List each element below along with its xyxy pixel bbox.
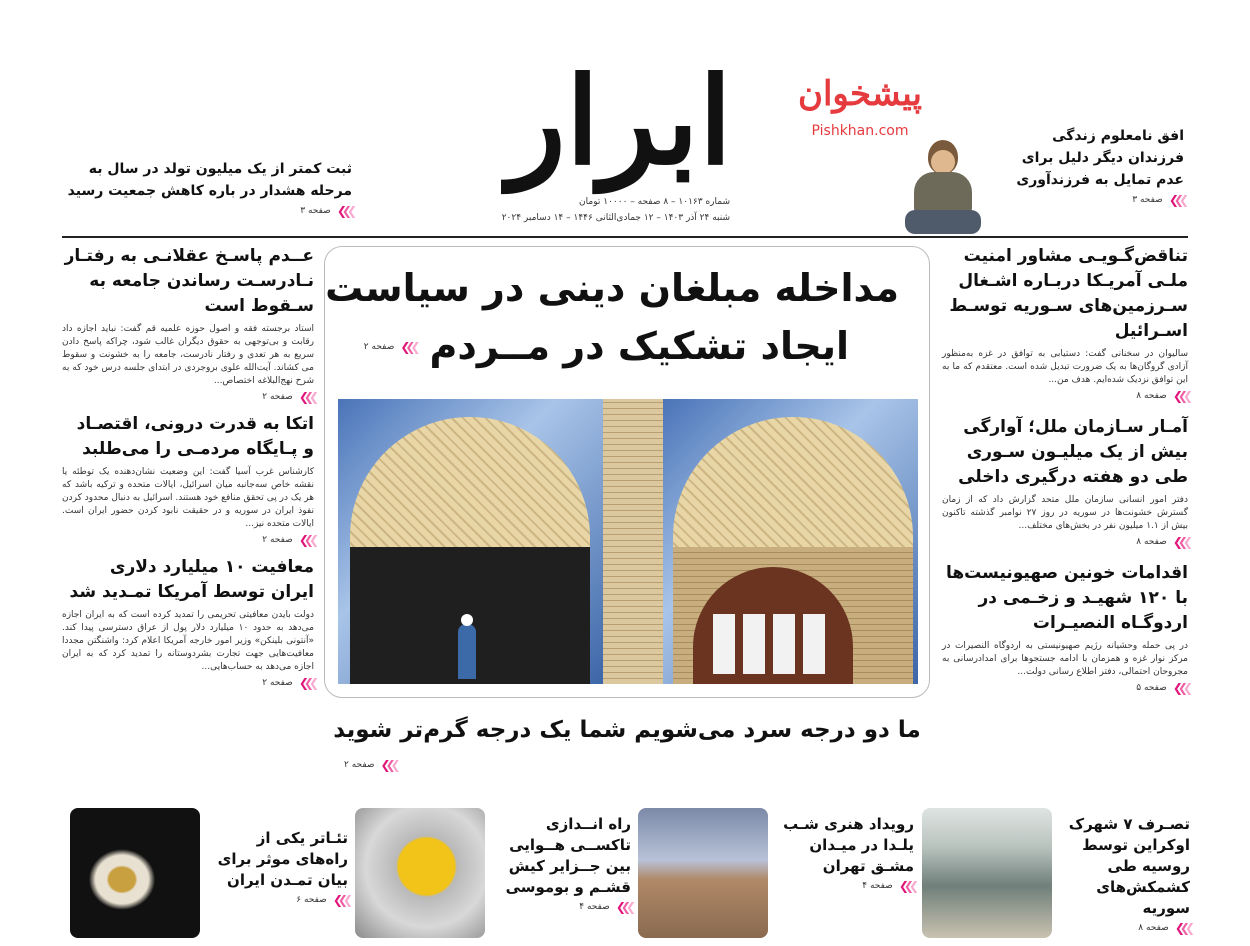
story-headline: اقدامات خونین صهیونیست‌ها با ۱۲۰ شهیـد و زخـمی در اردوگـاه النصیـرات xyxy=(945,563,1188,633)
bottom-item-air-taxi[interactable] xyxy=(355,808,631,938)
story-body: دولت بایدن معافیتی تحریمی را تمدید کرده است که به ایران اجازه می‌دهد به حدود ۱۰ میلیارد دلار پول از عراق دسترسی پیدا کند. «آنتونی بلینکن» وزیر امور خارجه آمریکا اعلام کرد: واشنگتن مجددا معافیت‌هایی جهت تجارت بشردوستانه را تمدید کرد که به ایران اجازه می‌دهد به حساب‌هایی... xyxy=(62,610,314,672)
main-headline-row-2 xyxy=(364,317,849,375)
story-body: دفتر امور انسانی سازمان ملل متحد گزارش داد که از زمان گسترش خشونت‌ها در سوریه در روز ۲۷ نوامبر گذشته تاکنون بیش از ۱.۱ میلیون نفر در بخش‌های مختلف... xyxy=(942,495,1188,531)
main-story[interactable] xyxy=(324,246,930,698)
chevrons-icon: ❮ ❮ ❮ xyxy=(298,676,314,690)
tanks-photo xyxy=(922,808,1052,938)
chevrons-icon: ❮ ❮ ❮ xyxy=(1174,921,1190,935)
story-headline: عــدم پاسـخ عقلانـی به رفتـار نـادرسـت رساندن جامعه به سـقوط است xyxy=(64,246,314,316)
page-ref xyxy=(62,390,314,404)
teaser-left[interactable] xyxy=(62,158,352,218)
main-photo-mosque-arches xyxy=(338,399,918,684)
pishkhan-watermark xyxy=(785,70,935,140)
page-ref xyxy=(942,535,1188,549)
page-ref xyxy=(942,389,1188,403)
story-headline: آمـار سـازمان ملل؛ آوارگی بیش از یک میلیـون سـوری طی دو هفته درگیری داخلی xyxy=(958,417,1188,487)
main-headline-line-2: ایجاد تشکیک در مــردم xyxy=(429,324,849,368)
right-story-2[interactable] xyxy=(942,415,1188,549)
right-story-1[interactable] xyxy=(942,244,1188,403)
page-ref xyxy=(1060,921,1190,935)
page-ref xyxy=(493,900,631,914)
date-line: شنبه ۲۴ آذر ۱۴۰۳ – ۱۲ جمادی‌الثانی ۱۴۴۶ – ۱۴ دسامبر ۲۰۲۴ xyxy=(501,213,730,223)
story-headline: تناقض‌گـویـی مشاور امنیت ملـی آمریـکا دربـاره اشـغال سـرزمین‌های سـوریه توسـط اسـرائیل xyxy=(949,246,1188,341)
teaser-right-headline: افق نامعلوم زندگی فرزندان دیگر دلیل برای عدم تمایل به فرزندآوری xyxy=(1016,128,1184,188)
page-label: صفحه ۳ xyxy=(1132,195,1163,205)
left-story-1[interactable] xyxy=(62,244,314,404)
watermark-en: Pishkhan.com xyxy=(811,123,909,139)
taxi-photo xyxy=(355,808,485,938)
sub-story[interactable] xyxy=(324,712,930,772)
chevrons-icon: ❮ ❮ ❮ xyxy=(1172,535,1188,549)
page-label: صفحه ۲ xyxy=(344,760,375,770)
page-label: صفحه ۲ xyxy=(262,678,293,688)
chevrons-icon: ❮ ❮ ❮ xyxy=(298,390,314,404)
page-label: صفحه ۲ xyxy=(262,392,293,402)
chevrons-icon: ❮ ❮ ❮ xyxy=(1172,681,1188,695)
teaser-left-headline: ثبت کمتر از یک میلیون تولد در سال به مرحله هشدار در باره کاهش جمعیت رسید xyxy=(67,161,352,199)
page-label: صفحه ۵ xyxy=(1136,683,1167,693)
story-headline: رویداد هنری شـب یلـدا در میـدان مشـق تهران xyxy=(783,815,914,875)
page-label: صفحه ۸ xyxy=(1136,537,1167,547)
building-photo xyxy=(638,808,768,938)
page-ref xyxy=(344,758,396,772)
story-body: در پی حمله وحشیانه رژیم صهیونیستی به اردوگاه النصیرات در مرکز نوار غزه و همزمان با ادامه جستجوها برای امدادرسانی به مجروحان احتمالی، دفتر اطلاع رسانی دولت... xyxy=(942,641,1188,677)
chevrons-icon: ❮ ❮ ❮ xyxy=(1168,193,1184,207)
chevrons-icon: ❮ ❮ ❮ xyxy=(400,340,416,354)
chevrons-icon: ❮ ❮ ❮ xyxy=(1172,389,1188,403)
chevrons-icon: ❮ ❮ ❮ xyxy=(332,893,348,907)
chevrons-icon: ❮ ❮ ❮ xyxy=(898,879,914,893)
story-body: کارشناس غرب آسیا گفت: این وضعیت نشان‌دهنده یک توطئه یا نقشه خاص سه‌جانبه میان اسرائیل، ایالات متحده و ترکیه باشد که هر یک در پی تحقق منافع خود هستند. اسرائیل به دنبال محدود کردن نفوذ ایران در سوریه و در حقیقت نابود کردن حضور ایران است. ایالات متحده نیز... xyxy=(62,467,314,529)
page-ref xyxy=(62,676,314,690)
page-label: صفحه ۸ xyxy=(1138,923,1169,933)
right-column xyxy=(942,244,1188,695)
left-column xyxy=(62,244,314,690)
story-headline: معافیت ۱۰ میلیارد دلاری ایران توسط آمریکا تمـدید شد xyxy=(69,557,314,602)
bottom-item-theatre[interactable] xyxy=(70,808,348,938)
story-headline: اتکا به قدرت درونی، اقتصـاد و پـایگاه مردمـی را می‌طلبد xyxy=(76,414,314,459)
left-story-2[interactable] xyxy=(62,412,314,547)
page-ref xyxy=(776,879,914,893)
main-headline-line-1: مداخله مبلغان دینی در سیاست xyxy=(325,266,899,310)
main-headline-block xyxy=(325,259,899,375)
page-label: صفحه ۴ xyxy=(862,881,893,891)
bottom-item-yalda[interactable] xyxy=(638,808,914,938)
story-headline: راه انــدازی تاکســی هــوایی بین جــزایر کیش قشـم و بوموسی xyxy=(505,815,631,896)
left-story-3[interactable] xyxy=(62,555,314,690)
chevrons-icon: ❮ ❮ ❮ xyxy=(336,204,352,218)
page-ref xyxy=(62,533,314,547)
page-label: صفحه ۲ xyxy=(262,535,293,545)
page-label: صفحه ۸ xyxy=(1136,391,1167,401)
header-divider xyxy=(62,236,1188,238)
story-headline: تصـرف ۷ شهرک اوکراین توسط روسیه طی کشمکش‌های سوریه xyxy=(1068,815,1190,917)
watermark-fa: پیشخوان xyxy=(798,74,922,114)
right-story-3[interactable] xyxy=(942,561,1188,695)
chevrons-icon: ❮ ❮ ❮ xyxy=(380,758,396,772)
page-ref xyxy=(208,893,348,907)
page-label: صفحه ۴ xyxy=(579,902,610,912)
chevrons-icon: ❮ ❮ ❮ xyxy=(298,533,314,547)
page-ref xyxy=(942,681,1188,695)
story-headline: تئـاتر یکی از راه‌های موثر برای بیان تمـدن ایران xyxy=(217,829,348,889)
teaser-right[interactable] xyxy=(992,125,1184,207)
page-ref xyxy=(364,340,416,354)
masthead-logo: ابرار xyxy=(507,51,733,192)
sub-headline: ما دو درجه سرد می‌شویم شما یک درجه گرم‌تر شوید xyxy=(333,717,921,743)
page-ref xyxy=(62,204,352,218)
page-label: صفحه ۶ xyxy=(296,895,327,905)
bottom-item-tanks[interactable] xyxy=(922,808,1190,938)
issue-line: شماره ۱۰۱۶۳ – ۸ صفحه – ۱۰۰۰۰ تومان xyxy=(579,197,730,207)
child-photo xyxy=(900,140,985,235)
theatre-photo xyxy=(70,808,200,938)
story-body: سالیوان در سخنانی گفت: دستیابی به توافق در غزه به‌منظور آزادی گروگان‌ها به یک ضرورت تبدیل شده است. معتقدم که ما به این توافق نزدیک شده‌ایم. هدف من... xyxy=(942,349,1188,385)
page-label: صفحه ۲ xyxy=(363,342,395,352)
story-body: استاد برجسته فقه و اصول حوزه علمیه قم گفت: نباید اجازه داد رقابت و بی‌توجهی به حقوق دیگران غالب شود، چراکه پاسخ دادن سریع به هر تعدی و رفتار نادرست، جامعه را به خشونت و سقوط می کشاند. آیت‌الله علوی بروجردی در ابتدای جلسه درس خود که به شرح نهج‌البلاغه اختصاص... xyxy=(62,324,314,386)
chevrons-icon: ❮ ❮ ❮ xyxy=(615,900,631,914)
page-ref xyxy=(992,193,1184,207)
page-label: صفحه ۳ xyxy=(300,206,331,216)
